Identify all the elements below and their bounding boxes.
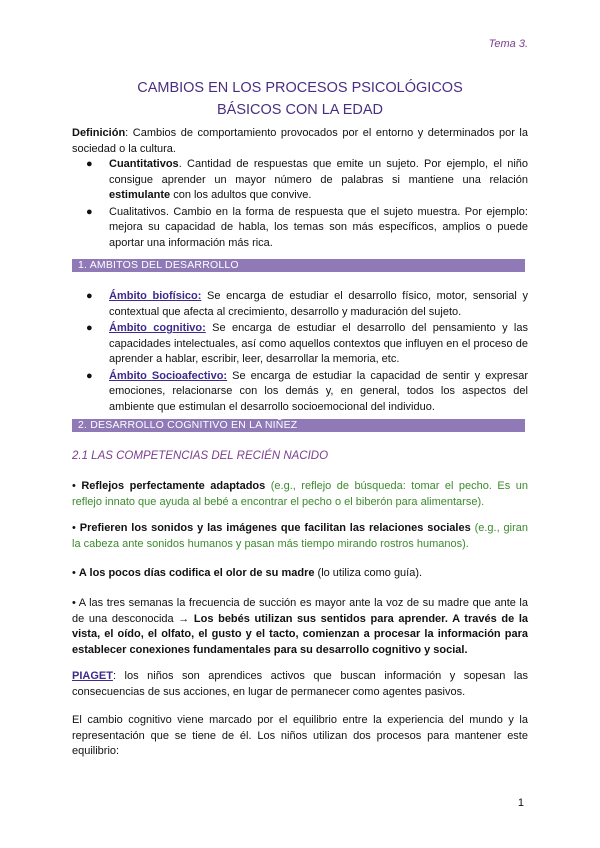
- definition-label: Definición: [72, 127, 126, 139]
- paragraph-text: • A las tres semanas la frecuencia de succión es mayor ante la voz de su madre que ante la de una desconocida →: [72, 597, 528, 625]
- bullet-prefix: •: [72, 522, 80, 534]
- ambito-label: Ámbito cognitivo:: [109, 322, 206, 334]
- bullet-bold: Cuantitativos: [109, 158, 179, 170]
- paragraph-preferencias: [72, 521, 528, 552]
- bullet-icon: ●: [86, 158, 93, 170]
- paragraph-piaget: [72, 669, 528, 700]
- list-item: [82, 205, 528, 252]
- definition-text: : Cambios de comportamiento provocados por el entorno y determinados por la sociedad o la cultura.: [72, 127, 528, 155]
- section-heading-desarrollo: 2. DESARROLLO COGNITIVO EN LA NIÑEZ: [72, 419, 525, 432]
- paragraph-succion: [72, 596, 528, 658]
- title-line-2: BÁSICOS CON LA EDAD: [217, 102, 383, 118]
- list-item: [82, 157, 528, 204]
- ambito-label: Ámbito biofísico:: [109, 290, 202, 302]
- paragraph-reflejos: [72, 479, 528, 510]
- bullet-text-2: con los adultos que convive.: [170, 189, 312, 201]
- title-line-1: CAMBIOS EN LOS PROCESOS PSICOLÓGICOS: [137, 80, 463, 96]
- example-text: (e.g., reflejo de búsqueda: tomar el pecho. Es un reflejo innato que ayuda al bebé a encontrar el pecho o el biberón para alimentarse).: [72, 480, 528, 508]
- list-item: [82, 289, 528, 320]
- bullet-prefix: •: [72, 480, 82, 492]
- bullet-icon: ●: [86, 205, 93, 218]
- definition-bullets: [82, 157, 528, 252]
- list-item: [82, 369, 528, 416]
- subsection-title: 2.1 LAS COMPETENCIAS DEL RECIÉN NACIDO: [72, 450, 329, 462]
- paragraph-text: El cambio cognitivo viene marcado por el equilibrio entre la experiencia del mundo y la representación que se tiene de él. Los niños utilizan dos procesos para mantener este equilibrio:: [72, 714, 528, 757]
- topic-header: Tema 3.: [488, 38, 528, 50]
- paragraph-bold: Reflejos perfectamente adaptados: [81, 480, 266, 492]
- ambitos-list: [82, 289, 528, 416]
- ambito-text: Se encarga de estudiar el desarrollo físico, motor, sensorial y contextual que afecta al crecimiento, desarrollo y maduración del sujeto.: [109, 290, 528, 318]
- paragraph-bold: Los bebés utilizan sus sentidos para aprender. A través de la vista, el oído, el olfato, el gusto y el tacto, comienzan a procesar la información para establecer conexiones fundamentales para su desarrollo cognitivo y social.: [72, 612, 528, 656]
- bullet-icon: ●: [86, 369, 93, 382]
- paragraph-equilibrio: [72, 713, 528, 760]
- page-title: [0, 77, 600, 121]
- ambito-text: Se encarga de estudiar el desarrollo del pensamiento y las capacidades intelectuales, así como aquellos contextos que influyen en el proceso de aprender a hablar, escribir, leer, desarrollar la memoria, etc.: [109, 322, 528, 365]
- list-item: [82, 321, 528, 368]
- paragraph-text: : los niños son aprendices activos que buscan información y sopesan las consecuencias de sus acciones, en lugar de permanecer como agentes pasivos.: [72, 670, 528, 698]
- bullet-icon: ●: [86, 322, 93, 334]
- bullet-text: Cualitativos. Cambio en la forma de respuesta que el sujeto muestra. Por ejemplo: mejora su capacidad de habla, los temas son más específicos, amplios o puede aportar una información más rica.: [109, 205, 528, 249]
- section-heading-ambitos: 1. AMBITOS DEL DESARROLLO: [72, 259, 525, 272]
- paragraph-olor: [72, 566, 528, 582]
- paragraph-bold: A los pocos días codifica el olor de su madre: [78, 567, 315, 579]
- paragraph-text: (lo utiliza como guía).: [314, 567, 423, 579]
- bullet-prefix: •: [72, 567, 79, 579]
- definition-paragraph: [72, 126, 528, 157]
- bullet-icon: ●: [86, 290, 93, 302]
- paragraph-bold: Prefieren los sonidos y las imágenes que facilitan las relaciones sociales: [79, 522, 471, 534]
- ambito-label: Ámbito Socioafectivo:: [109, 369, 228, 382]
- bullet-text: . Cantidad de respuestas que emite un sujeto. Por ejemplo, el niño consigue aprender un mayor número de palabras si mantiene una relación: [109, 158, 528, 186]
- ambito-text: Se encarga de estudiar la capacidad de sentir y expresar emociones, relacionarse con los demás y, en general, todos los aspectos del ambiente que estimulan el desarrollo socioemocional del individuo.: [109, 369, 529, 413]
- page-number: 1: [517, 797, 524, 809]
- piaget-label: PIAGET: [72, 670, 113, 682]
- example-text: (e.g., giran la cabeza ante sonidos humanos y pasan más tiempo mirando rostros humanos).: [72, 522, 528, 550]
- bullet-bold-2: estimulante: [109, 189, 171, 201]
